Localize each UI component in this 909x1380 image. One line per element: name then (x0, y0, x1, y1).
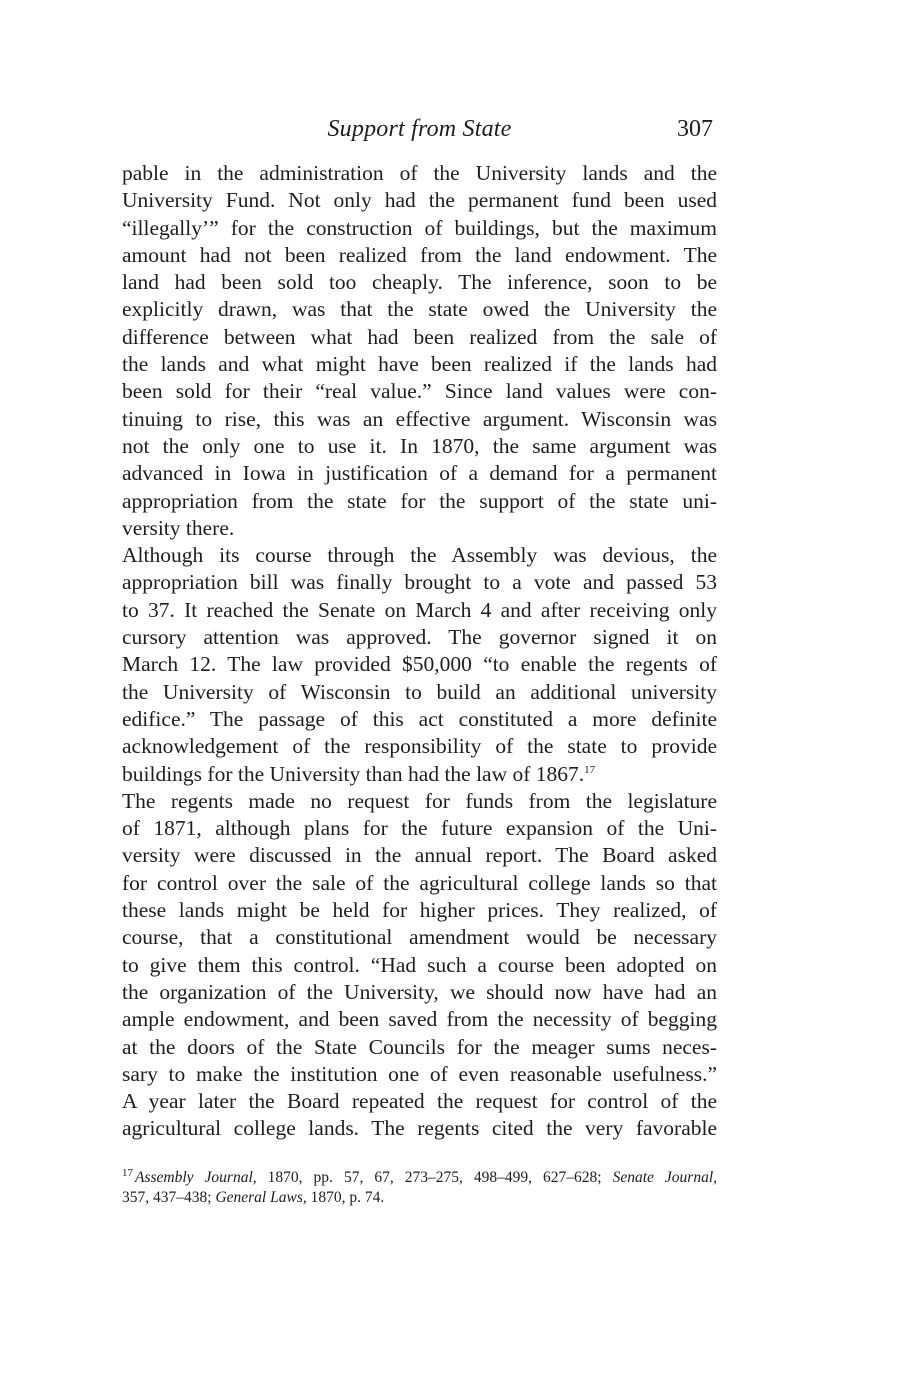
paragraph-2 (122, 542, 717, 788)
text-line: March 12. The law provided $50,000 “to enable the regents of (122, 652, 717, 677)
paragraph-1 (122, 160, 717, 542)
footnote-text: 1870, pp. 57, 67, 273–275, 498–499, 627–628; (256, 1169, 613, 1186)
footnote (122, 1163, 717, 1208)
text-line: to give them this control. “Had such a course been adopted on (122, 952, 717, 977)
text-line: to 37. It reached the Senate on March 4 and after receiving only (122, 597, 717, 622)
footnote-mark: 17 (122, 1167, 133, 1179)
text-line: edifice.” The passage of this act constituted a more definite (122, 706, 717, 731)
text-line: A year later the Board repeated the request for control of the (122, 1089, 717, 1114)
footnote-citation: Senate Journal, (612, 1169, 717, 1186)
footnote-text: 357, 437–438; (122, 1189, 216, 1206)
text-line: Although its course through the Assembly was devious, the (122, 543, 717, 568)
text-line: the University of Wisconsin to build an additional university (122, 679, 717, 704)
running-title: Support from State (327, 116, 512, 142)
text-line: course, that a constitutional amendment would be necessary (122, 925, 717, 950)
text-line: ample endowment, and been saved from the necessity of begging (122, 1007, 717, 1032)
text-line: “illegally’” for the construction of buildings, but the maximum (122, 215, 717, 240)
footnote-line-2 (122, 1188, 717, 1208)
footnote-line-1 (122, 1163, 717, 1188)
text-line: land had been sold too cheaply. The inference, soon to be (122, 270, 717, 295)
paragraph-3 (122, 788, 717, 1143)
text-line: advanced in Iowa in justification of a demand for a permanent (122, 461, 717, 486)
text-line: amount had not been realized from the land endowment. The (122, 242, 717, 267)
footnote-citation: Assembly Journal, (135, 1169, 257, 1186)
text-line: The regents made no request for funds from the legislature (122, 788, 717, 813)
text-line: at the doors of the State Councils for the meager sums neces- (122, 1034, 717, 1059)
text-line: tinuing to rise, this was an effective argument. Wisconsin was (122, 406, 717, 431)
running-head (122, 116, 717, 152)
page-number: 307 (677, 116, 713, 142)
text-line: agricultural college lands. The regents cited the very favorable (122, 1116, 717, 1141)
text-line: buildings for the University than had the law of 1867. (122, 761, 585, 786)
text-line: versity were discussed in the annual report. The Board asked (122, 843, 717, 868)
body-text (122, 160, 717, 1143)
footnote-reference[interactable]: 17 (584, 763, 596, 776)
text-line: University Fund. Not only had the permanent fund been used (122, 188, 717, 213)
text-line: for control over the sale of the agricultural college lands so that (122, 870, 717, 895)
text-line: acknowledgement of the responsibility of the state to provide (122, 734, 717, 759)
text-line: not the only one to use it. In 1870, the same argument was (122, 433, 717, 458)
text-line: these lands might be held for higher prices. They realized, of (122, 898, 717, 923)
text-line: the organization of the University, we should now have had an (122, 979, 717, 1004)
text-line: explicitly drawn, was that the state owed the University the (122, 297, 717, 322)
text-line: been sold for their “real value.” Since land values were con- (122, 379, 717, 404)
footnote-citation: General Laws, (215, 1189, 307, 1206)
text-line-with-footnote (122, 761, 717, 788)
text-line: pable in the administration of the University lands and the (122, 161, 717, 185)
text-line: appropriation bill was finally brought to a vote and passed 53 (122, 570, 717, 595)
text-line: difference between what had been realized from the sale of (122, 324, 717, 349)
text-line: cursory attention was approved. The governor signed it on (122, 625, 717, 650)
text-line: appropriation from the state for the support of the state uni- (122, 488, 717, 513)
text-line: of 1871, although plans for the future expansion of the Uni- (122, 816, 717, 841)
text-line: sary to make the institution one of even reasonable usefulness.” (122, 1061, 717, 1086)
footnote-text: 1870, p. 74. (306, 1189, 385, 1206)
text-line: the lands and what might have been realized if the lands had (122, 352, 717, 377)
text-line: versity there. (122, 515, 235, 540)
